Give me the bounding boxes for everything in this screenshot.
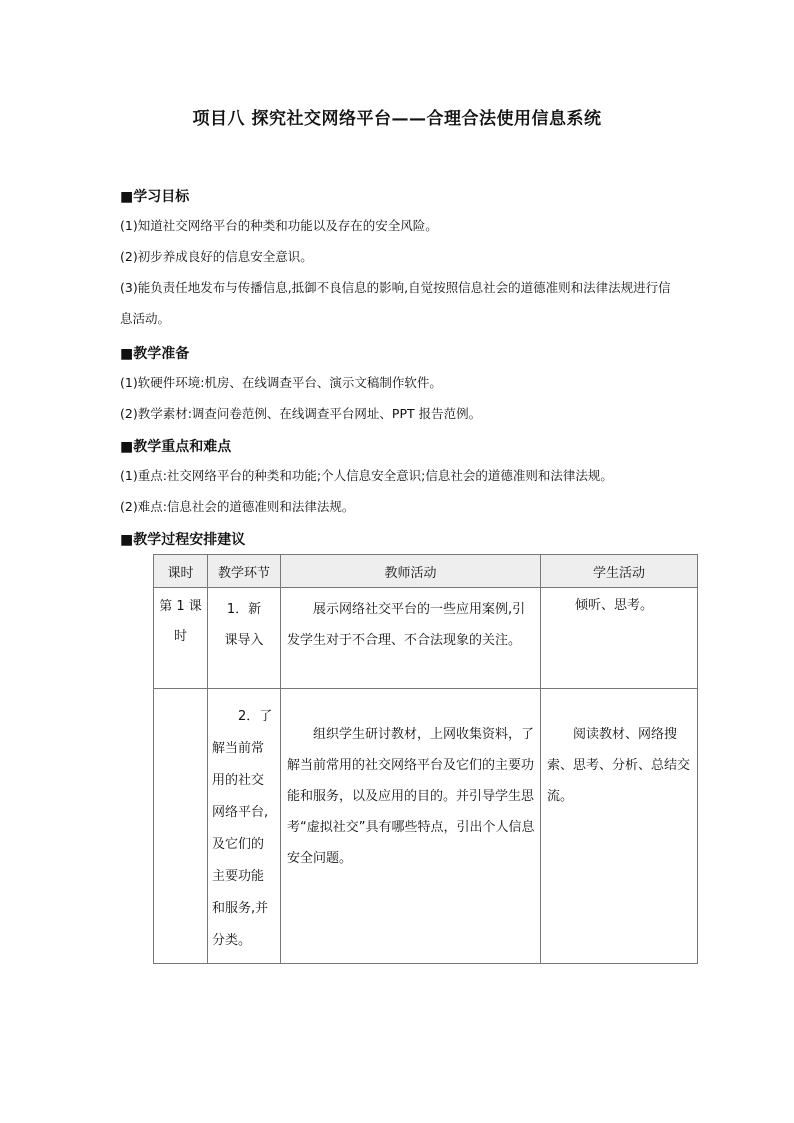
key-points-text	[120, 460, 680, 522]
period-cell	[154, 588, 208, 689]
preparation-line-1: (1)软硬件环境:机房、在线调查平台、演示文稿制作软件。	[120, 375, 442, 390]
objective-line-2: (2)初步养成良好的信息安全意识。	[120, 249, 313, 264]
teacher-cell	[281, 588, 541, 689]
period-text	[154, 689, 207, 701]
period-text: 第 1 课时	[159, 599, 202, 644]
preparation-line-2: (2)教学素材:调查问卷范例、在线调查平台网址、PPT 报告范例。	[120, 406, 482, 421]
step-text: 2．了解当前常用的社交网络平台,及它们的主要功能和服务,并分类。	[212, 709, 273, 948]
key-point-line-2: (2)难点:信息社会的道德准则和法律法规。	[120, 499, 355, 514]
preparation-text	[120, 367, 680, 429]
section-heading-preparation: ■教学准备	[120, 346, 190, 362]
step-text: 1．新课导入	[224, 602, 264, 648]
section-heading-objectives: ■学习目标	[120, 189, 190, 205]
objectives-text	[120, 210, 680, 334]
table-row	[154, 689, 698, 964]
table-header-row	[154, 555, 698, 588]
section-heading-process: ■教学过程安排建议	[120, 532, 246, 548]
teacher-text: 组织学生研讨教材，上网收集资料，了解当前常用的社交网络平台及它们的主要功能和服务，以及应用的目的。并引导学生思考“虚拟社交”具有哪些特点，引出个人信息安全问题。	[287, 727, 535, 866]
student-text: 倾听、思考。	[575, 598, 654, 613]
student-cell	[541, 689, 698, 964]
header-step: 教学环节	[208, 555, 281, 588]
period-cell	[154, 689, 208, 964]
header-teacher: 教师活动	[281, 555, 541, 588]
key-point-line-1: (1)重点:社交网络平台的种类和功能;个人信息安全意识;信息社会的道德准则和法律法规。	[120, 468, 613, 483]
table-row	[154, 588, 698, 689]
header-period: 课时	[154, 555, 208, 588]
teacher-cell	[281, 689, 541, 964]
student-text: 阅读教材、网络搜索、思考、分析、总结交流。	[547, 727, 691, 804]
objective-line-1: (1)知道社交网络平台的种类和功能以及存在的安全风险。	[120, 218, 438, 233]
objective-line-3: (3)能负责任地发布与传播信息,抵御不良信息的影响,自觉按照信息社会的道德准则和法律法规进行信息活动。	[120, 280, 671, 326]
page-title: 项目八 探究社交网络平台——合理合法使用信息系统	[192, 109, 602, 129]
student-cell	[541, 588, 698, 689]
step-cell	[208, 588, 281, 689]
lesson-plan-table	[153, 554, 698, 964]
section-heading-key-points: ■教学重点和难点	[120, 439, 232, 455]
step-cell	[208, 689, 281, 964]
teacher-text: 展示网络社交平台的一些应用案例,引发学生对于不合理、不合法现象的关注。	[287, 602, 526, 648]
header-student: 学生活动	[541, 555, 698, 588]
